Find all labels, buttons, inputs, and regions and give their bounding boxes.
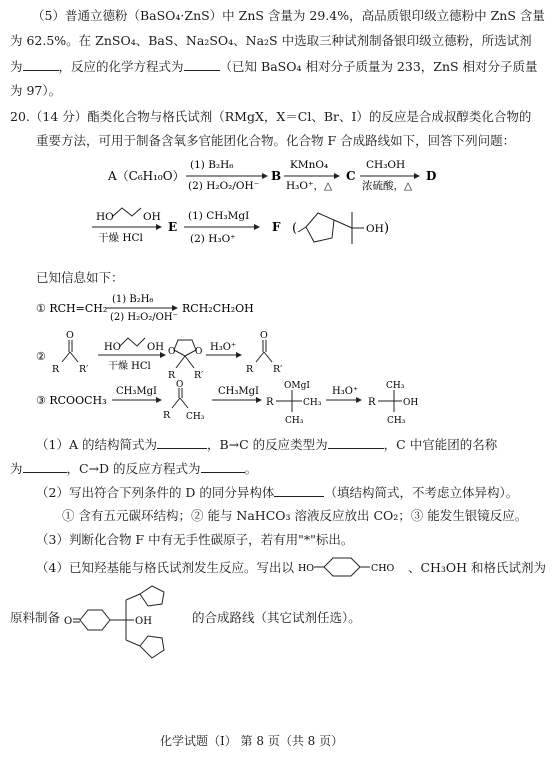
q5-line-2: 为 62.5%。在 ZnSO₄、BaS、Na₂SO₄、Na₂S 中选取三种试剂制备银印级立德粉，所选试剂 (10, 33, 532, 48)
known-info-2 (0, 328, 557, 384)
known2-reagent-oh: OH (147, 342, 164, 353)
methyl-group: CH₃ (186, 412, 205, 422)
known3-reactant: ③ RCOOCH₃ (36, 394, 107, 407)
ethylene-glycol-chain (120, 338, 145, 346)
arrow-head (334, 173, 340, 179)
known2-reagent-ho: HO (104, 342, 121, 353)
answer-blank[interactable] (328, 436, 384, 449)
arrow-head (256, 397, 262, 403)
arrow-head (414, 173, 420, 179)
compound-b: B (271, 169, 282, 183)
starting-material-structure (298, 556, 408, 578)
arrow-head (236, 352, 242, 358)
arrow-head (156, 397, 162, 403)
known2-h3o: H₃O⁺ (210, 342, 237, 353)
known2-reagent-bottom: 干燥 HCl (108, 361, 151, 372)
sub1-text-f: 。 (244, 461, 258, 476)
atom-o: O (176, 380, 184, 390)
arrow-head (254, 224, 260, 230)
q20-line-2: 重要方法，可用于制备含氧多官能团化合物。化合物 F 合成路线如下，回答下列问题： (36, 133, 516, 148)
atom-o: O (66, 330, 74, 341)
sub1-text-b: ，B→C 的反应类型为 (206, 437, 328, 452)
known3-reagent-2: CH₃MgI (218, 386, 259, 397)
bond (334, 220, 352, 228)
cyclopentyl-ring-bottom (140, 636, 164, 658)
atom-r-prime: R′ (273, 364, 283, 375)
q5-line-3-b: ，反应的化学方程式为 (58, 59, 184, 74)
atom-r: R (163, 410, 171, 421)
compound-d: D (426, 169, 437, 183)
route2-reagent-bottom: 干燥 HCl (98, 232, 143, 244)
route1-step2-top: KMnO₄ (290, 159, 329, 171)
known2-label: ② (36, 350, 46, 363)
answer-blank[interactable] (274, 484, 324, 497)
route1-step1-top: (1) B₂H₆ (190, 159, 234, 171)
omgi-group: OMgI (284, 381, 310, 391)
sub4-line-2-suffix: 的合成路线（其它试剂任选）。 (192, 610, 361, 625)
compound-f: F (272, 220, 281, 234)
atom-o: O (195, 347, 203, 357)
answer-blank[interactable] (23, 460, 67, 473)
sub4-line-2-prefix: 原料制备 (10, 610, 61, 625)
reagent-ho: HO (96, 211, 114, 223)
sub2-text-b: （填结构简式，不考虑立体异构）。 (324, 485, 519, 500)
compound-e: E (168, 220, 178, 234)
aldehyde-group: CHO (370, 563, 395, 574)
known-info-title: 已知信息如下： (36, 270, 124, 285)
q20-line-1: 20.（14 分）酯类化合物与格氏试剂（RMgX，X＝Cl、Br、I）的反应是合成叔醇类化合物的 (10, 109, 532, 124)
target-molecule-structure (64, 580, 184, 662)
sub3-line-1: （3）判断化合物 F 中有无手性碳原子，若有用"*"标出。 (36, 532, 354, 547)
compound-a: A（C₆H₁₀O） (108, 169, 185, 183)
q5-line-3-c: （已知 BaSO₄ 相对分子质量为 233，ZnS 相对分子质量 (219, 59, 538, 74)
bond (70, 352, 78, 362)
sub1-line-1 (36, 436, 497, 453)
q5-line-3-a: 为 (10, 59, 23, 74)
compound-c: C (346, 169, 356, 183)
route1-step2-bottom: H₃O⁺，△ (286, 180, 333, 192)
methyl-group: CH₃ (387, 416, 406, 426)
cyclohexane-ring (324, 558, 360, 576)
hydroxyl-group: HO (297, 563, 315, 574)
carbonyl-bond (298, 227, 306, 232)
sub1-text-a: A 的结构简式为 (68, 437, 157, 452)
synthesis-route-2 (0, 200, 557, 260)
bond (126, 594, 140, 600)
route2-step-top: (1) CH₃MgI (188, 210, 250, 222)
known1-product: RCH₂CH₂OH (182, 302, 254, 315)
atom-r: R (246, 364, 254, 375)
known3-reagent-3: H₃O⁺ (332, 386, 359, 397)
q5-line-1: （5）普通立德粉（BaSO₄·ZnS）中 ZnS 含量为 29.4%，高品质银印级立德粉中 ZnS 含量 (32, 8, 545, 23)
answer-blank[interactable] (184, 58, 220, 71)
known-info-3 (0, 380, 557, 430)
cyclohexanone-ring (80, 610, 110, 630)
atom-o: O (168, 347, 176, 357)
route1-step3-bottom: 浓硫酸，△ (362, 180, 413, 192)
atom-r: R (368, 397, 376, 408)
known1-top: (1) B₂H₆ (112, 294, 154, 305)
atom-r-prime: R′ (194, 370, 204, 381)
sub2-line-1 (36, 484, 518, 501)
page-footer: 化学试题（Ⅰ） 第 8 页（共 8 页） (160, 734, 344, 748)
atom-r: R (266, 397, 274, 408)
bond (172, 398, 180, 408)
route1-step3-top: CH₃OH (366, 159, 406, 171)
answer-blank[interactable] (157, 436, 207, 449)
sub2-line-2: ① 含有五元碳环结构；② 能与 NaHCO₃ 溶液反应放出 CO₂；③ 能发生银镜反应。 (62, 508, 528, 523)
sub1-text-e: ，C→D 的反应方程式为 (66, 461, 201, 476)
paren-open: ( (292, 221, 298, 236)
bond (180, 398, 188, 408)
hydroxyl-group: OH (403, 398, 419, 408)
answer-blank[interactable] (23, 58, 59, 71)
arrow-head (156, 224, 162, 230)
sub4-line-1 (36, 556, 546, 578)
bond (264, 352, 272, 362)
arrow-head (356, 397, 362, 403)
sub1-text-c: ，C 中官能团的名称 (383, 437, 498, 452)
route1-step1-bottom: (2) H₂O₂/OH⁻ (188, 180, 260, 192)
methyl-group: CH₃ (386, 381, 405, 391)
carbonyl-oxygen: O (64, 616, 73, 627)
sub1-number: （1） (36, 437, 69, 452)
bond (176, 356, 185, 368)
q5-line-3 (10, 58, 538, 75)
known3-reagent-1: CH₃MgI (116, 386, 157, 397)
q5-line-4: 为 97）。 (10, 83, 62, 98)
cyclopentyl-ring-top (140, 586, 164, 606)
compound-f-oh: OH (366, 223, 384, 235)
sub1-line-2 (10, 460, 257, 477)
reagent-oh: OH (143, 211, 161, 223)
compound-f-five-ring (306, 213, 334, 242)
sub4-text-a: （4）已知羟基能与格氏试剂发生反应。写出以 (36, 560, 294, 575)
sub2-text-a: （2）写出符合下列条件的 D 的同分异构体 (36, 485, 275, 500)
arrow-head (172, 305, 178, 311)
bond (185, 356, 194, 368)
methyl-group: CH₃ (285, 416, 304, 426)
bond (62, 352, 70, 362)
methyl-group: CH₃ (303, 398, 322, 408)
atom-r: R (52, 364, 60, 375)
known-info-1 (0, 290, 557, 324)
ethylene-glycol-chain (113, 208, 141, 216)
route2-step-bottom: (2) H₃O⁺ (190, 233, 236, 245)
arrow-head (262, 173, 268, 179)
sub4-text-b: 、CH₃OH 和格氏试剂为 (407, 560, 547, 575)
known1-reactant: ① RCH=CH₂ (36, 302, 108, 315)
dioxolane-ring (174, 340, 196, 356)
known1-bottom: (2) H₂O₂/OH⁻ (110, 312, 178, 323)
paren-close: ) (384, 221, 390, 236)
sub1-text-d: 为 (10, 461, 23, 476)
synthesis-route-1 (0, 150, 557, 195)
atom-r: R (168, 370, 176, 381)
bond (126, 640, 140, 646)
hydroxyl-group: OH (135, 616, 152, 627)
atom-r-prime: R′ (79, 364, 89, 375)
bond (256, 352, 264, 362)
atom-o: O (260, 330, 268, 341)
answer-blank[interactable] (201, 460, 245, 473)
